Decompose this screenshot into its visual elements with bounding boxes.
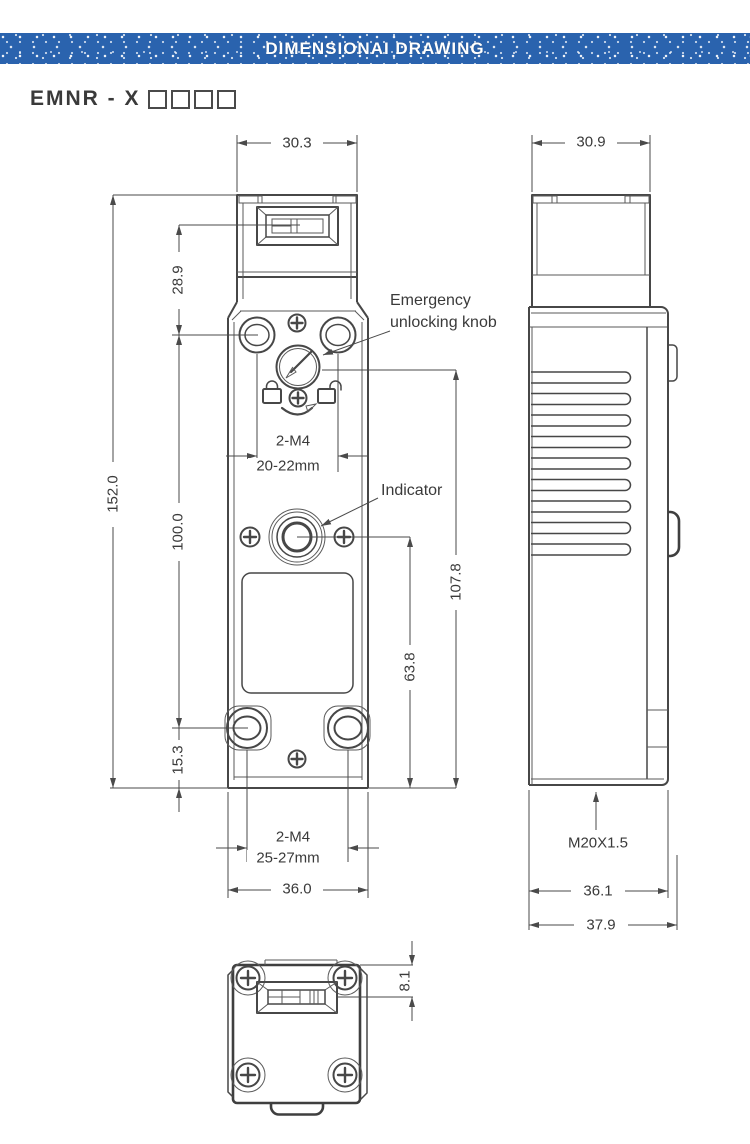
- dim-bottom-screws-label: 2-M4: [275, 828, 311, 846]
- bottom-face-outline: [233, 965, 360, 1103]
- phillips-screw-icon: [289, 751, 306, 768]
- dim-slot-offset: 8.1: [396, 970, 414, 992]
- emergency-unlocking-knob: [277, 346, 320, 389]
- dim-gland-thread: M20X1.5: [567, 834, 629, 852]
- side-bump: [668, 512, 679, 556]
- label-plate: [242, 573, 353, 693]
- dim-indicator-height: 63.8: [401, 652, 419, 682]
- dim-bottom-offset: 15.3: [169, 745, 187, 775]
- dim-side-head-width: 30.9: [576, 133, 606, 151]
- dim-head-width: 30.3: [282, 134, 312, 152]
- cable-gland: [271, 1103, 323, 1115]
- dim-slot-to-mount: 28.9: [169, 265, 187, 295]
- dim-side-body-width: 36.1: [583, 882, 613, 900]
- bottom-slot: [257, 982, 337, 1013]
- dim-side-overall-width: 37.9: [586, 916, 616, 934]
- phillips-screw-icon: [231, 1058, 265, 1092]
- dim-mount-span: 100.0: [169, 513, 187, 551]
- front-view: [103, 135, 497, 899]
- emergency-knob-label-line1: Emergency: [390, 292, 471, 309]
- side-view: [529, 134, 679, 934]
- phillips-screw-icon: [328, 961, 362, 995]
- lock-closed-icon: [263, 381, 281, 403]
- side-tab: [668, 345, 677, 381]
- phillips-screw-icon: [289, 315, 306, 332]
- dim-top-screws-label: 2-M4: [275, 432, 311, 450]
- dimension-lines-front: [103, 135, 467, 898]
- side-ribs: [531, 372, 631, 555]
- dim-bottom-screws-range: 25-27mm: [256, 849, 320, 867]
- phillips-screw-icon: [231, 961, 265, 995]
- phillips-screw-icon: [290, 390, 307, 407]
- indicator-label: Indicator: [381, 482, 443, 499]
- bottom-view: [228, 941, 414, 1115]
- phillips-screw-icon: [328, 1058, 362, 1092]
- dim-body-width: 36.0: [282, 880, 312, 898]
- dim-overall-height: 152.0: [104, 475, 122, 513]
- dim-top-screws-range: 20-22mm: [256, 457, 320, 475]
- dim-knob-height: 107.8: [447, 563, 465, 601]
- emergency-knob-label-line2: unlocking knob: [390, 314, 497, 331]
- phillips-screw-icon: [241, 528, 260, 547]
- page-title: DIMENSIONAI DRAWING: [265, 38, 485, 58]
- side-head-outline: [532, 195, 650, 307]
- leader-lines: [321, 331, 390, 526]
- model-code: EMNR - X: [30, 87, 141, 110]
